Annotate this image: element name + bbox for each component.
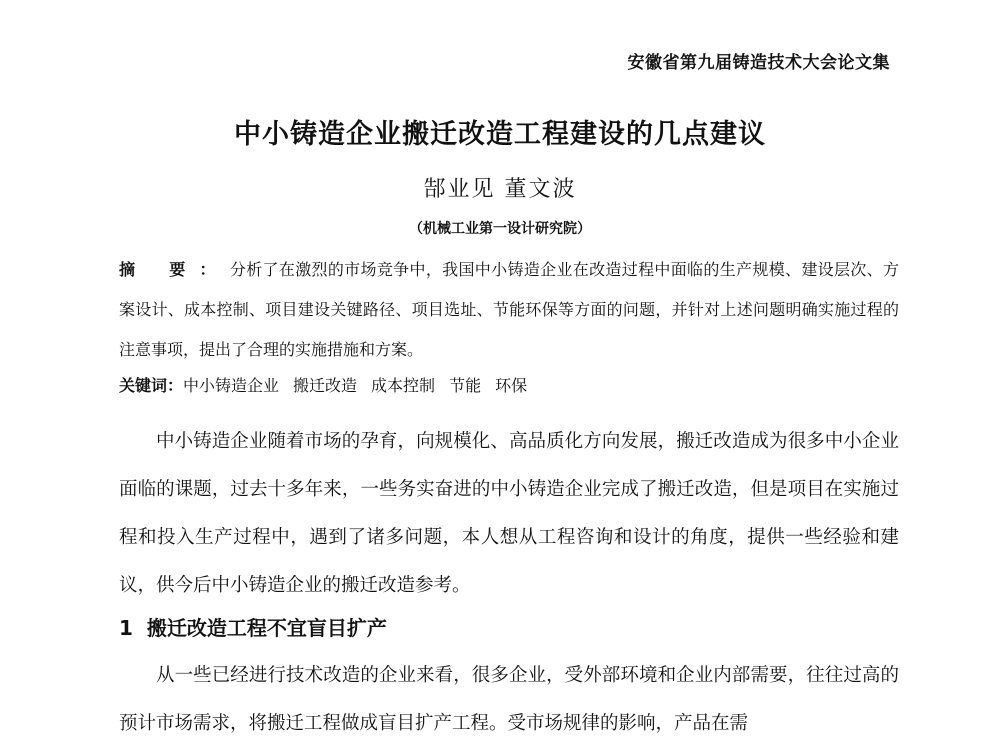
abstract [119,250,899,370]
intro-paragraph: 中小铸造企业随着市场的孕育，向规模化、高品质化方向发展，搬迁改造成为很多中小企业面临的课题，过去十多年来，一些务实奋进的中小铸造企业完成了搬迁改造，但是项目在实施过程和投入生产过程中，遇到了诸多问题，本人想从工程咨询和设计的角度，提供一些经验和建议，供今后中小铸造企业的搬迁改造参考。 [119,431,899,596]
keywords [119,372,899,400]
paper-title: 中小铸造企业搬迁改造工程建设的几点建议 [234,119,766,150]
section-paragraph: 从一些已经进行技术改造的企业来看，很多企业，受外部环境和企业内部需要，往往过高的预计市场需求，将搬迁工程做成盲目扩产工程。受市场规律的影响，产品在需 [119,665,899,734]
section-heading [119,612,387,641]
keyword: 搬迁改造 [293,376,358,395]
abstract-text: 分析了在激烈的市场竞争中，我国中小铸造企业在改造过程中面临的生产规模、建设层次、方案设计、成本控制、项目建设关键路径、项目选址、节能环保等方面的问题，并针对上述问题明确实施过程的注意事项，提出了合理的实施措施和方案。 [119,260,899,359]
keywords-label: 关键词： [119,376,184,395]
keyword: 中小铸造企业 [183,376,280,395]
keyword: 成本控制 [371,376,436,395]
section-number: 1 [119,616,133,640]
proceedings-header: 安徽省第九届铸造技术大会论文集 [627,53,890,73]
keyword: 环保 [495,376,528,395]
keyword: 节能 [449,376,482,395]
paper-affiliation: （机械工业第一设计研究院） [409,221,591,237]
abstract-label: 摘 要： [119,260,230,279]
section-title: 搬迁改造工程不宜盲目扩产 [146,616,387,640]
paper-authors: 郜业见 董文波 [423,177,577,202]
